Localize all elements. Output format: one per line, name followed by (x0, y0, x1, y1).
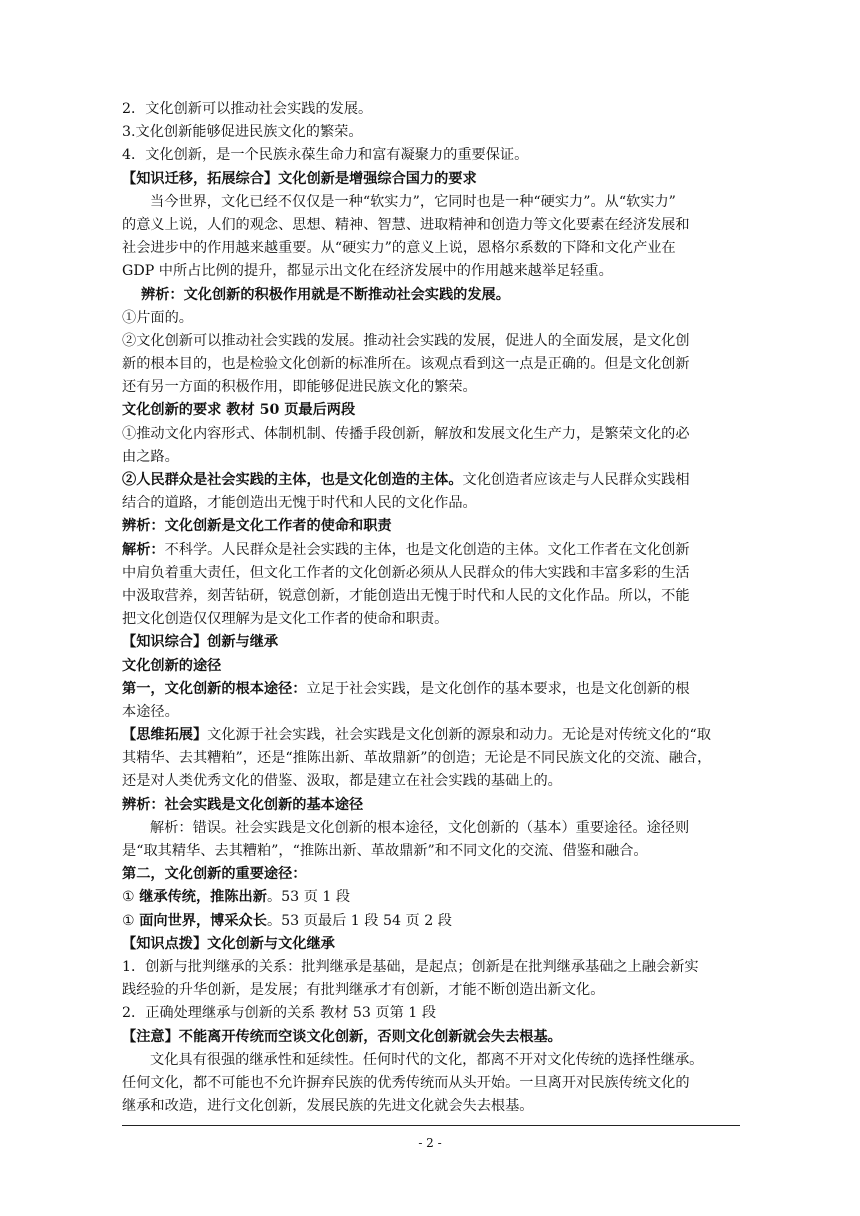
text-line: 文化具有很强的继承性和延续性。任何时代的文化，都离不开对文化传统的选择性继承。 (150, 1051, 704, 1068)
text-line (122, 539, 740, 562)
text-line: 还是对人类优秀文化的借鉴、汲取，都是建立在社会实践的基础上的。 (122, 773, 562, 790)
text-line: 本途径。 (122, 703, 179, 720)
text-line: 任何文化，都不可能也不允许摒弃民族的优秀传统而从头开始。一旦离开对民族传统文化的 (122, 1074, 690, 1091)
text-line: 【知识点拨】文化创新与文化继承 (122, 935, 335, 952)
page-number: - 2 - (418, 1136, 442, 1150)
document-body (122, 98, 740, 1118)
text-line: 辨析：社会实践是文化创新的基本途径 (122, 796, 364, 813)
text-line: ①片面的。 (122, 309, 193, 326)
text-run: 文化源于社会实践，社会实践是文化创新的源泉和动力。无论是对传统文化的“取 (207, 727, 711, 744)
text-run: 继承传统，推陈出新 (139, 889, 267, 906)
text-line: ②文化创新可以推动社会实践的发展。推动社会实践的发展，促进人的全面发展，是文化创 (122, 332, 690, 349)
text-line: 【注意】不能离开传统而空谈文化创新，否则文化创新就会失去根基。 (122, 1028, 562, 1045)
text-line: 的意义上说，人们的观念、思想、精神、智慧、进取精神和创造力等文化要素在经济发展和 (122, 216, 690, 233)
text-line: ①推动文化内容形式、体制机制、传播手段创新，解放和发展文化生产力，是繁荣文化的必 (122, 425, 690, 442)
text-run: ① (122, 912, 140, 929)
text-line (122, 910, 740, 933)
text-line: GDP 中所占比例的提升，都显示出文化在经济发展中的作用越来越举足轻重。 (122, 263, 613, 280)
text-line: 中汲取营养，刻苦钻研，锐意创新，才能创造出无愧于时代和人民的文化作品。所以，不能 (122, 587, 690, 604)
text-line: 把文化创造仅仅理解为是文化工作者的使命和职责。 (122, 611, 449, 628)
text-line: 2．文化创新可以推动社会实践的发展。 (122, 101, 373, 117)
text-run: 【思维拓展】 (122, 727, 208, 744)
text-line: 由之路。 (122, 448, 179, 465)
text-line: 1．创新与批判继承的关系：批判继承是基础，是起点；创新是在批判继承基础之上融会新实 (122, 958, 699, 975)
text-run: 面向世界，博采众长 (139, 912, 267, 929)
text-line: 2．正确处理继承与创新的关系 教材 53 页第 1 段 (122, 1005, 437, 1022)
text-line (122, 469, 740, 492)
text-line: 新的根本目的，也是检验文化创新的标准所在。该观点看到这一点是正确的。但是文化创新 (122, 356, 690, 373)
text-line: 【知识迁移，拓展综合】文化创新是增强综合国力的要求 (122, 170, 477, 187)
text-line: 第二，文化创新的重要途径： (122, 866, 307, 883)
text-line: 4．文化创新，是一个民族永葆生命力和富有凝聚力的重要保证。 (122, 147, 529, 164)
text-line: 中肩负着重大责任，但文化工作者的文化创新必须从人民群众的伟大实践和丰富多彩的生活 (122, 564, 690, 581)
text-line: 【知识综合】创新与继承 (122, 634, 279, 651)
text-run: 不科学。人民群众是社会实践的主体，也是文化创造的主体。文化工作者在文化创新 (164, 541, 690, 558)
text-line: 辨析：文化创新的积极作用就是不断推动社会实践的发展。 (141, 286, 510, 303)
text-line: 辨析：文化创新是文化工作者的使命和职责 (122, 518, 392, 535)
text-line: 还有另一方面的积极作用，即能够促进民族文化的繁荣。 (122, 379, 477, 396)
text-run: 文化创造者应该走与人民群众实践相 (462, 472, 690, 488)
text-line: 3.文化创新能够促进民族文化的繁荣。 (122, 124, 363, 141)
text-run: ②人民群众是社会实践的主体，也是文化创造的主体。 (122, 472, 463, 488)
text-run: 第一，文化创新的根本途径： (122, 680, 307, 697)
text-line: 文化创新的要求 教材 50 页最后两段 (122, 402, 356, 419)
text-line (122, 724, 740, 747)
text-run: 。53 页 1 段 (266, 889, 351, 906)
text-line (122, 678, 740, 701)
text-line: 是“取其精华、去其糟粕”，“推陈出新、革故鼎新”和不同文化的交流、借鉴和融合。 (122, 843, 648, 859)
text-run: ① (122, 889, 140, 906)
text-line: 践经验的升华创新，是发展；有批判继承才有创新，才能不断创造出新文化。 (122, 982, 605, 999)
text-line: 当今世界，文化已经不仅仅是一种“软实力”，它同时也是一种“硬实力”。从“软实力” (150, 193, 676, 210)
text-run: 立足于社会实践，是文化创作的基本要求，也是文化创新的根 (306, 680, 690, 697)
text-line: 文化创新的途径 (122, 657, 222, 674)
footer-rule (122, 1125, 740, 1126)
text-line: 社会进步中的作用越来越重要。从“硬实力”的意义上说，恩格尔系数的下降和文化产业在 (122, 240, 676, 257)
text-run: 解析： (122, 541, 165, 558)
text-line: 其精华、去其糟粕”，还是“推陈出新、革故鼎新”的创造；无论是不同民族文化的交流、融合， (122, 750, 712, 767)
text-line: 继承和改造，进行文化创新，发展民族的先进文化就会失去根基。 (122, 1098, 534, 1115)
text-run: 。53 页最后 1 段 54 页 2 段 (266, 912, 452, 929)
text-line: 解析：错误。社会实践是文化创新的根本途径，文化创新的（基本）重要途径。途径则 (150, 819, 690, 836)
text-line (122, 886, 740, 909)
text-line: 结合的道路，才能创造出无愧于时代和人民的文化作品。 (122, 495, 477, 512)
